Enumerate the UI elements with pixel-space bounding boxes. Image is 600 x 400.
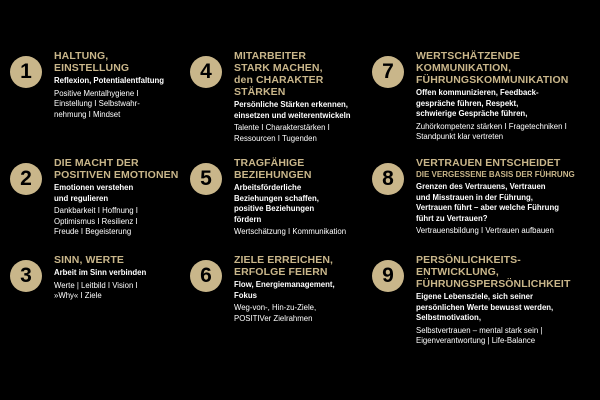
- number-badge: 6: [190, 260, 222, 292]
- card-tags: Vertrauensbildung I Vertrauen aufbauen: [416, 226, 554, 235]
- number-badge: 5: [190, 163, 222, 195]
- topic-card-9: [372, 254, 596, 347]
- card-tags: Wertschätzung I Kommunikation: [234, 227, 347, 236]
- card-body: [234, 50, 384, 144]
- card-tags: Zuhörkompetenz stärken I Fragetechniken I Standpunkt klar vertreten: [416, 121, 567, 141]
- topic-card-6: [190, 254, 384, 324]
- card-description: Emotionen verstehen und regulieren: [54, 183, 134, 203]
- card-description: Arbeit im Sinn verbinden: [54, 268, 147, 277]
- card-description: Arbeitsförderliche Beziehungen schaffen, positive Beziehungen fördern: [234, 183, 319, 224]
- number-badge: 4: [190, 56, 222, 88]
- topic-card-3: [10, 254, 194, 302]
- number-badge: 9: [372, 260, 404, 292]
- topic-card-8: [372, 157, 596, 237]
- number-badge: 3: [10, 260, 42, 292]
- card-tags: Positive Mentalhygiene I Einstellung I Selbstwahr- nehmung I Mindset: [54, 88, 140, 119]
- number-badge: 7: [372, 56, 404, 88]
- card-body: [234, 254, 384, 324]
- card-tags: Weg-von-, Hin-zu-Ziele, POSITIVer Zielrahmen: [234, 303, 317, 323]
- card-title: SINN, WERTE: [54, 254, 124, 266]
- card-title: TRAGFÄHIGE BEZIEHUNGEN: [234, 157, 312, 181]
- card-tags: Selbstvertrauen – mental stark sein | Eigenverantwortung | Life-Balance: [416, 325, 543, 345]
- card-description: Grenzen des Vertrauens, Vertrauen und Misstrauen in der Führung, Vertrauen führt – aber welche Führung führt zu Vertrauen?: [416, 182, 559, 223]
- card-description: Eigene Lebensziele, sich seiner persönlichen Werte bewusst werden, Selbstmotivation,: [416, 292, 554, 322]
- card-description: Persönliche Stärken erkennen, einsetzen und weiterentwickeln: [234, 100, 351, 120]
- card-subtitle: DIE VERGESSENE BASIS DER FÜHRUNG: [416, 170, 575, 179]
- card-title: MITARBEITER STARK MACHEN, den CHARAKTER STÄRKEN: [234, 50, 324, 98]
- card-title: HALTUNG, EINSTELLUNG: [54, 50, 130, 74]
- card-body: [416, 157, 596, 237]
- card-body: [416, 254, 596, 347]
- card-body: [234, 157, 384, 238]
- card-title: VERTRAUEN ENTSCHEIDET: [416, 157, 561, 169]
- topic-card-7: [372, 50, 596, 143]
- number-badge: 1: [10, 56, 42, 88]
- card-body: [416, 50, 596, 143]
- topic-card-4: [190, 50, 384, 144]
- card-tags: Talente I Charakterstärken I Ressourcen I Tugenden: [234, 123, 330, 143]
- card-title: WERTSCHÄTZENDE KOMMUNIKATION, FÜHRUNGSKOMMUNIKATION: [416, 50, 569, 86]
- card-title: DIE MACHT DER POSITIVEN EMOTIONEN: [54, 157, 179, 181]
- card-body: [54, 254, 194, 302]
- card-body: [54, 50, 194, 120]
- card-body: [54, 157, 204, 238]
- topic-card-2: [10, 157, 204, 238]
- card-title: ZIELE ERREICHEN, ERFOLGE FEIERN: [234, 254, 334, 278]
- card-tags: Werte | Leitbild I Vision I »Why« I Ziele: [54, 280, 138, 300]
- card-tags: Dankbarkeit I Hoffnung I Optimismus I Resilienz I Freude I Begeisterung: [54, 206, 138, 236]
- number-badge: 2: [10, 163, 42, 195]
- card-description: Flow, Energiemanagement, Fokus: [234, 280, 335, 300]
- card-title: PERSÖNLICHKEITS- ENTWICKLUNG, FÜHRUNGSPERSÖNLICHKEIT: [416, 254, 571, 290]
- topic-card-1: [10, 50, 194, 120]
- card-description: Offen kommunizieren, Feedback- gespräche führen, Respekt, schwierige Gespräche führen,: [416, 88, 539, 118]
- card-description: Reflexion, Potentialentfaltung: [54, 76, 165, 85]
- topic-card-5: [190, 157, 384, 238]
- number-badge: 8: [372, 163, 404, 195]
